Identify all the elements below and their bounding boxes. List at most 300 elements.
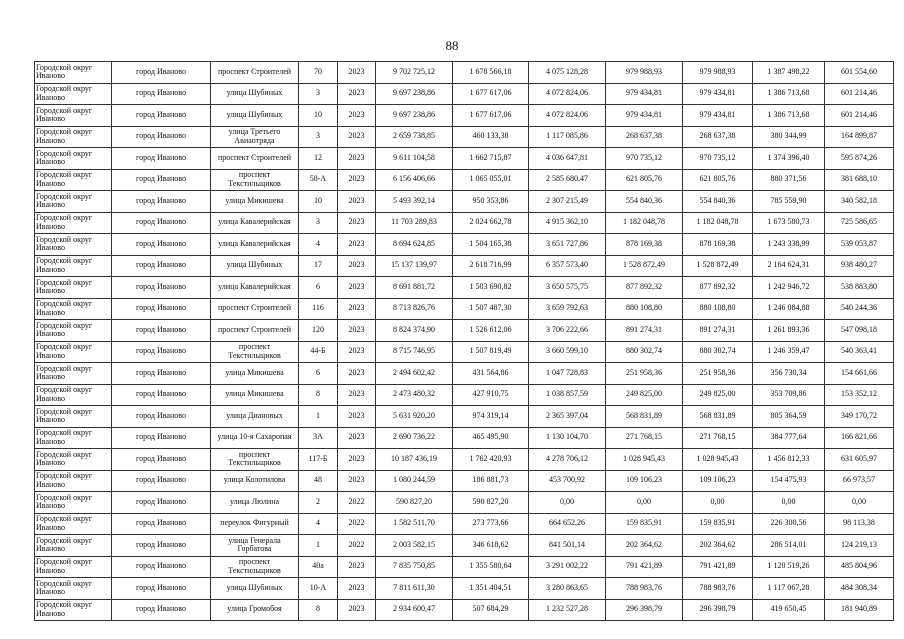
- settlement-cell: город Иваново: [112, 83, 211, 105]
- year-cell: 2022: [338, 513, 376, 535]
- amount-cell: 601 214,46: [825, 83, 894, 105]
- year-cell: 2023: [338, 406, 376, 428]
- street-cell: улица Генерала Горбатова: [211, 535, 299, 557]
- amount-cell: 2 164 624,31: [753, 255, 825, 277]
- settlement-cell: город Иваново: [112, 277, 211, 299]
- settlement-cell: город Иваново: [112, 535, 211, 557]
- amount-cell: 2 307 215,49: [529, 191, 606, 213]
- amount-cell: 202 364,62: [683, 535, 753, 557]
- amount-cell: 554 840,36: [606, 191, 683, 213]
- year-cell: 2022: [338, 535, 376, 557]
- amount-cell: 880 108,80: [683, 298, 753, 320]
- table-row: [35, 320, 894, 342]
- table-row: [35, 169, 894, 191]
- page-number: 88: [445, 38, 459, 53]
- table-row: [35, 191, 894, 213]
- amount-cell: 878 169,38: [606, 234, 683, 256]
- house-number-cell: 40а: [299, 556, 338, 578]
- amount-cell: 346 618,62: [453, 535, 529, 557]
- street-cell: проспект Текстильщиков: [211, 169, 299, 191]
- amount-cell: 2 365 397,04: [529, 406, 606, 428]
- amount-cell: 979 988,93: [683, 62, 753, 84]
- total-cost-cell: 2 473 480,32: [376, 384, 453, 406]
- housing-repair-table: [34, 61, 894, 621]
- settlement-cell: город Иваново: [112, 384, 211, 406]
- amount-cell: 4 278 706,12: [529, 449, 606, 471]
- amount-cell: 286 514,01: [753, 535, 825, 557]
- year-cell: 2023: [338, 83, 376, 105]
- table-row: [35, 492, 894, 514]
- table-row: [35, 234, 894, 256]
- settlement-cell: город Иваново: [112, 406, 211, 428]
- settlement-cell: город Иваново: [112, 105, 211, 127]
- municipality-cell: Городской округ Иваново: [35, 449, 112, 471]
- amount-cell: 1 386 713,68: [753, 105, 825, 127]
- amount-cell: 186 881,73: [453, 470, 529, 492]
- street-cell: улица Шубиных: [211, 83, 299, 105]
- amount-cell: 880 302,74: [606, 341, 683, 363]
- amount-cell: 4 036 647,81: [529, 148, 606, 170]
- street-cell: улица Микишева: [211, 191, 299, 213]
- amount-cell: 4 072 824,06: [529, 83, 606, 105]
- year-cell: 2023: [338, 169, 376, 191]
- house-number-cell: 120: [299, 320, 338, 342]
- amount-cell: 805 364,59: [753, 406, 825, 428]
- amount-cell: 568 831,89: [683, 406, 753, 428]
- house-number-cell: 58-А: [299, 169, 338, 191]
- house-number-cell: 6: [299, 363, 338, 385]
- municipality-cell: Городской округ Иваново: [35, 427, 112, 449]
- table-row: [35, 406, 894, 428]
- table-row: [35, 255, 894, 277]
- municipality-cell: Городской округ Иваново: [35, 384, 112, 406]
- settlement-cell: город Иваново: [112, 492, 211, 514]
- total-cost-cell: 8 715 746,95: [376, 341, 453, 363]
- amount-cell: 251 958,36: [683, 363, 753, 385]
- amount-cell: 1 038 857,59: [529, 384, 606, 406]
- total-cost-cell: 590 827,20: [376, 492, 453, 514]
- amount-cell: 249 825,00: [683, 384, 753, 406]
- amount-cell: 1 504 165,38: [453, 234, 529, 256]
- amount-cell: 970 735,12: [606, 148, 683, 170]
- amount-cell: 3 660 599,10: [529, 341, 606, 363]
- street-cell: улица Люлина: [211, 492, 299, 514]
- municipality-cell: Городской округ Иваново: [35, 470, 112, 492]
- amount-cell: 2 024 662,78: [453, 212, 529, 234]
- total-cost-cell: 8 694 624,85: [376, 234, 453, 256]
- settlement-cell: город Иваново: [112, 320, 211, 342]
- settlement-cell: город Иваново: [112, 578, 211, 600]
- table-row: [35, 384, 894, 406]
- amount-cell: 1 117 067,28: [753, 578, 825, 600]
- amount-cell: 1 678 566,18: [453, 62, 529, 84]
- amount-cell: 268 637,38: [606, 126, 683, 148]
- total-cost-cell: 2 690 736,22: [376, 427, 453, 449]
- table-row: [35, 535, 894, 557]
- municipality-cell: Городской округ Иваново: [35, 341, 112, 363]
- amount-cell: 1 182 048,78: [606, 212, 683, 234]
- amount-cell: 271 768,15: [683, 427, 753, 449]
- amount-cell: 1 028 945,43: [606, 449, 683, 471]
- house-number-cell: 10-А: [299, 578, 338, 600]
- municipality-cell: Городской округ Иваново: [35, 277, 112, 299]
- total-cost-cell: 7 835 750,85: [376, 556, 453, 578]
- total-cost-cell: 5 631 920,20: [376, 406, 453, 428]
- amount-cell: 2 585 680,47: [529, 169, 606, 191]
- table-row: [35, 341, 894, 363]
- table-row: [35, 298, 894, 320]
- settlement-cell: город Иваново: [112, 556, 211, 578]
- amount-cell: 381 688,10: [825, 169, 894, 191]
- street-cell: улица Кавалерийская: [211, 277, 299, 299]
- amount-cell: 251 958,36: [606, 363, 683, 385]
- municipality-cell: Городской округ Иваново: [35, 234, 112, 256]
- year-cell: 2023: [338, 449, 376, 471]
- street-cell: улица Третьего Авиаотряда: [211, 126, 299, 148]
- amount-cell: 877 892,32: [606, 277, 683, 299]
- amount-cell: 465 495,90: [453, 427, 529, 449]
- amount-cell: 979 434,81: [683, 83, 753, 105]
- house-number-cell: 4: [299, 234, 338, 256]
- house-number-cell: 10: [299, 105, 338, 127]
- municipality-cell: Городской округ Иваново: [35, 535, 112, 557]
- municipality-cell: Городской округ Иваново: [35, 578, 112, 600]
- settlement-cell: город Иваново: [112, 62, 211, 84]
- amount-cell: 249 825,00: [606, 384, 683, 406]
- amount-cell: 1 677 617,06: [453, 83, 529, 105]
- amount-cell: 1 355 580,64: [453, 556, 529, 578]
- house-number-cell: 2: [299, 492, 338, 514]
- table-row: [35, 427, 894, 449]
- municipality-cell: Городской округ Иваново: [35, 255, 112, 277]
- street-cell: улица Шубиных: [211, 255, 299, 277]
- amount-cell: 1 261 893,36: [753, 320, 825, 342]
- amount-cell: 273 773,66: [453, 513, 529, 535]
- amount-cell: 631 605,97: [825, 449, 894, 471]
- amount-cell: 0,00: [825, 492, 894, 514]
- amount-cell: 601 554,60: [825, 62, 894, 84]
- amount-cell: 431 564,86: [453, 363, 529, 385]
- amount-cell: 109 106,23: [606, 470, 683, 492]
- municipality-cell: Городской округ Иваново: [35, 105, 112, 127]
- amount-cell: 538 883,80: [825, 277, 894, 299]
- house-number-cell: 3: [299, 212, 338, 234]
- table-row: [35, 105, 894, 127]
- amount-cell: 1 232 527,28: [529, 599, 606, 621]
- house-number-cell: 3А: [299, 427, 338, 449]
- street-cell: улица Микишева: [211, 363, 299, 385]
- year-cell: 2023: [338, 320, 376, 342]
- street-cell: улица Кавалерийская: [211, 212, 299, 234]
- amount-cell: 785 559,90: [753, 191, 825, 213]
- amount-cell: 1 386 713,68: [753, 83, 825, 105]
- amount-cell: 356 730,34: [753, 363, 825, 385]
- amount-cell: 3 651 727,86: [529, 234, 606, 256]
- amount-cell: 725 586,65: [825, 212, 894, 234]
- house-number-cell: 117-Б: [299, 449, 338, 471]
- amount-cell: 1 507 819,49: [453, 341, 529, 363]
- settlement-cell: город Иваново: [112, 234, 211, 256]
- amount-cell: 153 352,12: [825, 384, 894, 406]
- street-cell: проспект Строителей: [211, 298, 299, 320]
- table-row: [35, 277, 894, 299]
- amount-cell: 181 940,89: [825, 599, 894, 621]
- total-cost-cell: 11 703 289,83: [376, 212, 453, 234]
- settlement-cell: город Иваново: [112, 363, 211, 385]
- amount-cell: 1 762 420,93: [453, 449, 529, 471]
- amount-cell: 1 130 104,70: [529, 427, 606, 449]
- amount-cell: 202 364,62: [606, 535, 683, 557]
- street-cell: улица Шубиных: [211, 105, 299, 127]
- amount-cell: 1 351 404,51: [453, 578, 529, 600]
- amount-cell: 877 892,32: [683, 277, 753, 299]
- amount-cell: 3 650 575,75: [529, 277, 606, 299]
- amount-cell: 109 106,23: [683, 470, 753, 492]
- total-cost-cell: 8 824 374,90: [376, 320, 453, 342]
- settlement-cell: город Иваново: [112, 298, 211, 320]
- house-number-cell: 44-Б: [299, 341, 338, 363]
- amount-cell: 1 507 487,30: [453, 298, 529, 320]
- amount-cell: 788 983,76: [683, 578, 753, 600]
- house-number-cell: 1: [299, 406, 338, 428]
- settlement-cell: город Иваново: [112, 341, 211, 363]
- settlement-cell: город Иваново: [112, 126, 211, 148]
- amount-cell: 791 421,89: [683, 556, 753, 578]
- amount-cell: 4 915 362,10: [529, 212, 606, 234]
- settlement-cell: город Иваново: [112, 255, 211, 277]
- amount-cell: 0,00: [753, 492, 825, 514]
- municipality-cell: Городской округ Иваново: [35, 363, 112, 385]
- amount-cell: 453 700,92: [529, 470, 606, 492]
- table-row: [35, 513, 894, 535]
- amount-cell: 595 874,26: [825, 148, 894, 170]
- amount-cell: 1 028 945,43: [683, 449, 753, 471]
- total-cost-cell: 6 156 406,66: [376, 169, 453, 191]
- house-number-cell: 8: [299, 599, 338, 621]
- amount-cell: 1 673 580,73: [753, 212, 825, 234]
- street-cell: проспект Строителей: [211, 62, 299, 84]
- year-cell: 2023: [338, 126, 376, 148]
- amount-cell: 1 246 359,47: [753, 341, 825, 363]
- amount-cell: 1 065 055,01: [453, 169, 529, 191]
- year-cell: 2023: [338, 255, 376, 277]
- amount-cell: 380 344,99: [753, 126, 825, 148]
- amount-cell: 1 503 690,82: [453, 277, 529, 299]
- amount-cell: 880 371,56: [753, 169, 825, 191]
- amount-cell: 66 973,57: [825, 470, 894, 492]
- total-cost-cell: 2 659 738,85: [376, 126, 453, 148]
- amount-cell: 938 480,27: [825, 255, 894, 277]
- year-cell: 2023: [338, 298, 376, 320]
- table-row: [35, 449, 894, 471]
- street-cell: улица Громобоя: [211, 599, 299, 621]
- amount-cell: 485 804,96: [825, 556, 894, 578]
- amount-cell: 154 661,66: [825, 363, 894, 385]
- year-cell: 2023: [338, 578, 376, 600]
- total-cost-cell: 9 702 725,12: [376, 62, 453, 84]
- total-cost-cell: 8 713 826,76: [376, 298, 453, 320]
- year-cell: 2023: [338, 384, 376, 406]
- amount-cell: 0,00: [529, 492, 606, 514]
- total-cost-cell: 1 582 511,70: [376, 513, 453, 535]
- street-cell: улица Микишева: [211, 384, 299, 406]
- year-cell: 2023: [338, 191, 376, 213]
- settlement-cell: город Иваново: [112, 148, 211, 170]
- table-row: [35, 126, 894, 148]
- amount-cell: 1 047 728,83: [529, 363, 606, 385]
- amount-cell: 340 582,18: [825, 191, 894, 213]
- amount-cell: 159 835,91: [606, 513, 683, 535]
- year-cell: 2023: [338, 277, 376, 299]
- amount-cell: 3 659 792,63: [529, 298, 606, 320]
- amount-cell: 970 735,12: [683, 148, 753, 170]
- amount-cell: 979 434,81: [683, 105, 753, 127]
- amount-cell: 507 684,29: [453, 599, 529, 621]
- amount-cell: 0,00: [683, 492, 753, 514]
- total-cost-cell: 2 494 602,42: [376, 363, 453, 385]
- amount-cell: 950 353,86: [453, 191, 529, 213]
- total-cost-cell: 9 611 104,58: [376, 148, 453, 170]
- settlement-cell: город Иваново: [112, 427, 211, 449]
- street-cell: проспект Текстильщиков: [211, 341, 299, 363]
- amount-cell: 540 363,41: [825, 341, 894, 363]
- total-cost-cell: 9 697 238,86: [376, 105, 453, 127]
- amount-cell: 4 072 824,06: [529, 105, 606, 127]
- amount-cell: 164 899,87: [825, 126, 894, 148]
- amount-cell: 878 169,38: [683, 234, 753, 256]
- amount-cell: 979 434,81: [606, 105, 683, 127]
- street-cell: переулок Фигурный: [211, 513, 299, 535]
- house-number-cell: 17: [299, 255, 338, 277]
- amount-cell: 419 650,45: [753, 599, 825, 621]
- street-cell: улица Кавалерийская: [211, 234, 299, 256]
- settlement-cell: город Иваново: [112, 599, 211, 621]
- amount-cell: 0,00: [606, 492, 683, 514]
- amount-cell: 154 475,93: [753, 470, 825, 492]
- house-number-cell: 8: [299, 384, 338, 406]
- total-cost-cell: 2 003 582,15: [376, 535, 453, 557]
- house-number-cell: 6: [299, 277, 338, 299]
- municipality-cell: Городской округ Иваново: [35, 513, 112, 535]
- municipality-cell: Городской округ Иваново: [35, 169, 112, 191]
- amount-cell: 268 637,38: [683, 126, 753, 148]
- street-cell: проспект Текстильщиков: [211, 556, 299, 578]
- total-cost-cell: 5 493 392,14: [376, 191, 453, 213]
- total-cost-cell: 15 137 139,97: [376, 255, 453, 277]
- amount-cell: 788 983,76: [606, 578, 683, 600]
- amount-cell: 979 434,81: [606, 83, 683, 105]
- amount-cell: 226 300,56: [753, 513, 825, 535]
- amount-cell: 1 387 498,22: [753, 62, 825, 84]
- amount-cell: 601 214,46: [825, 105, 894, 127]
- amount-cell: 1 662 715,87: [453, 148, 529, 170]
- house-number-cell: 3: [299, 126, 338, 148]
- table-row: [35, 470, 894, 492]
- amount-cell: 427 910,75: [453, 384, 529, 406]
- amount-cell: 3 706 222,66: [529, 320, 606, 342]
- year-cell: 2023: [338, 234, 376, 256]
- house-number-cell: 4: [299, 513, 338, 535]
- amount-cell: 460 133,38: [453, 126, 529, 148]
- amount-cell: 547 098,18: [825, 320, 894, 342]
- amount-cell: 1 246 084,88: [753, 298, 825, 320]
- settlement-cell: город Иваново: [112, 470, 211, 492]
- municipality-cell: Городской округ Иваново: [35, 83, 112, 105]
- amount-cell: 539 053,87: [825, 234, 894, 256]
- municipality-cell: Городской округ Иваново: [35, 298, 112, 320]
- house-number-cell: 48: [299, 470, 338, 492]
- amount-cell: 4 075 128,28: [529, 62, 606, 84]
- amount-cell: 791 421,89: [606, 556, 683, 578]
- year-cell: 2023: [338, 556, 376, 578]
- table-row: [35, 83, 894, 105]
- amount-cell: 1 456 812,33: [753, 449, 825, 471]
- municipality-cell: Городской округ Иваново: [35, 212, 112, 234]
- house-number-cell: 10: [299, 191, 338, 213]
- street-cell: улица Колотилова: [211, 470, 299, 492]
- amount-cell: 974 319,14: [453, 406, 529, 428]
- total-cost-cell: 9 697 238,86: [376, 83, 453, 105]
- settlement-cell: город Иваново: [112, 212, 211, 234]
- year-cell: 2023: [338, 105, 376, 127]
- table-row: [35, 363, 894, 385]
- amount-cell: 349 170,72: [825, 406, 894, 428]
- amount-cell: 664 652,26: [529, 513, 606, 535]
- amount-cell: 384 777,64: [753, 427, 825, 449]
- amount-cell: 296 398,79: [683, 599, 753, 621]
- amount-cell: 3 280 863,65: [529, 578, 606, 600]
- amount-cell: 891 274,31: [683, 320, 753, 342]
- amount-cell: 98 113,38: [825, 513, 894, 535]
- municipality-cell: Городской округ Иваново: [35, 62, 112, 84]
- amount-cell: 880 108,80: [606, 298, 683, 320]
- table-row: [35, 62, 894, 84]
- settlement-cell: город Иваново: [112, 449, 211, 471]
- amount-cell: 3 291 002,22: [529, 556, 606, 578]
- amount-cell: 6 357 573,40: [529, 255, 606, 277]
- amount-cell: 590 827,20: [453, 492, 529, 514]
- amount-cell: 1 120 519,26: [753, 556, 825, 578]
- house-number-cell: 1: [299, 535, 338, 557]
- house-number-cell: 12: [299, 148, 338, 170]
- municipality-cell: Городской округ Иваново: [35, 320, 112, 342]
- municipality-cell: Городской округ Иваново: [35, 406, 112, 428]
- amount-cell: 841 501,14: [529, 535, 606, 557]
- house-number-cell: 116: [299, 298, 338, 320]
- settlement-cell: город Иваново: [112, 169, 211, 191]
- house-number-cell: 70: [299, 62, 338, 84]
- street-cell: проспект Строителей: [211, 320, 299, 342]
- table-row: [35, 556, 894, 578]
- municipality-cell: Городской округ Иваново: [35, 148, 112, 170]
- amount-cell: 540 244,36: [825, 298, 894, 320]
- year-cell: 2023: [338, 148, 376, 170]
- amount-cell: 1 528 872,49: [683, 255, 753, 277]
- amount-cell: 1 526 612,06: [453, 320, 529, 342]
- house-number-cell: 3: [299, 83, 338, 105]
- year-cell: 2023: [338, 599, 376, 621]
- amount-cell: 1 677 617,06: [453, 105, 529, 127]
- settlement-cell: город Иваново: [112, 191, 211, 213]
- municipality-cell: Городской округ Иваново: [35, 599, 112, 621]
- municipality-cell: Городской округ Иваново: [35, 492, 112, 514]
- amount-cell: 1 374 396,40: [753, 148, 825, 170]
- street-cell: улица Диановых: [211, 406, 299, 428]
- amount-cell: 621 805,76: [606, 169, 683, 191]
- amount-cell: 124 219,13: [825, 535, 894, 557]
- amount-cell: 166 821,66: [825, 427, 894, 449]
- settlement-cell: город Иваново: [112, 513, 211, 535]
